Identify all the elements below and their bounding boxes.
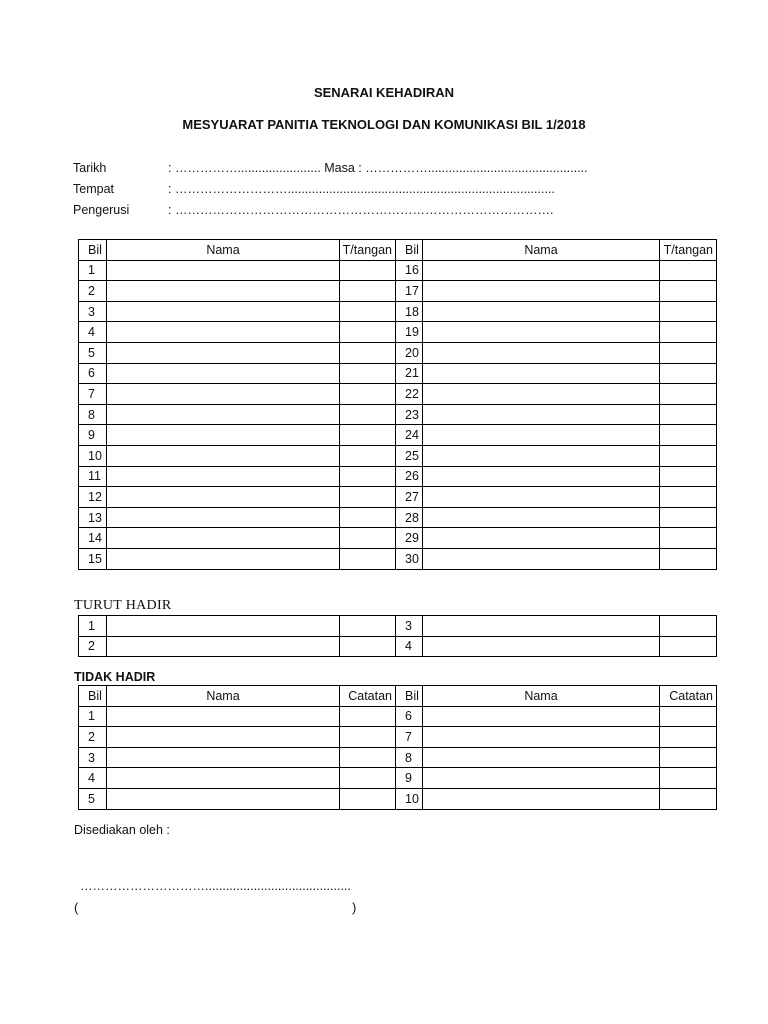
table-row	[79, 281, 717, 302]
mark-cell[interactable]	[340, 425, 396, 446]
row-number: 3	[396, 616, 423, 637]
name-cell[interactable]	[423, 706, 660, 727]
table-row	[79, 363, 717, 384]
header-cell: Bil	[396, 240, 423, 261]
name-cell[interactable]	[423, 548, 660, 569]
document-title: SENARAI KEHADIRAN	[313, 85, 455, 100]
row-number: 17	[396, 281, 423, 302]
mark-cell[interactable]	[660, 363, 717, 384]
name-cell[interactable]	[107, 260, 340, 281]
name-cell[interactable]	[107, 322, 340, 343]
pengerusi-value: : ……………………………………………………………………………….	[168, 203, 554, 217]
turut-hadir-table	[78, 615, 717, 657]
name-cell[interactable]	[423, 425, 660, 446]
mark-cell[interactable]	[660, 616, 717, 637]
mark-cell[interactable]	[660, 507, 717, 528]
mark-cell[interactable]	[660, 788, 717, 809]
name-cell[interactable]	[107, 487, 340, 508]
name-cell[interactable]	[423, 487, 660, 508]
table-row	[79, 466, 717, 487]
row-number: 16	[396, 260, 423, 281]
name-cell[interactable]	[107, 301, 340, 322]
row-number: 19	[396, 322, 423, 343]
name-cell[interactable]	[423, 404, 660, 425]
header-cell: Nama	[423, 240, 660, 261]
row-number: 28	[396, 507, 423, 528]
table-row	[79, 507, 717, 528]
mark-cell[interactable]	[340, 260, 396, 281]
mark-cell[interactable]	[660, 528, 717, 549]
name-cell[interactable]	[423, 507, 660, 528]
mark-cell[interactable]	[660, 445, 717, 466]
tidak-hadir-header-row	[79, 686, 717, 707]
name-cell[interactable]	[107, 384, 340, 405]
tarikh-label: Tarikh	[73, 161, 107, 175]
name-cell[interactable]	[107, 788, 340, 809]
name-cell[interactable]	[107, 727, 340, 748]
row-number: 5	[79, 342, 107, 363]
mark-cell[interactable]	[660, 384, 717, 405]
name-cell[interactable]	[107, 281, 340, 302]
name-cell[interactable]	[107, 706, 340, 727]
attendance-table	[78, 239, 717, 570]
header-cell: Catatan	[340, 686, 396, 707]
mark-cell[interactable]	[340, 301, 396, 322]
name-cell[interactable]	[423, 342, 660, 363]
row-number: 25	[396, 445, 423, 466]
table-row	[79, 636, 717, 657]
row-number: 3	[79, 301, 107, 322]
row-number: 3	[79, 747, 107, 768]
header-cell: Bil	[79, 686, 107, 707]
row-number: 26	[396, 466, 423, 487]
name-cell[interactable]	[423, 322, 660, 343]
table-row	[79, 425, 717, 446]
header-cell: Nama	[107, 240, 340, 261]
mark-cell[interactable]	[660, 548, 717, 569]
mark-cell[interactable]	[340, 548, 396, 569]
table-row	[79, 487, 717, 508]
mark-cell[interactable]	[340, 768, 396, 789]
table-row	[79, 445, 717, 466]
name-paren-open: (	[74, 900, 79, 915]
turut-hadir-heading: TURUT HADIR	[74, 598, 172, 613]
mark-cell[interactable]	[660, 281, 717, 302]
signature-line: …………………………..........................................	[80, 879, 351, 893]
mark-cell[interactable]	[340, 363, 396, 384]
name-cell[interactable]	[423, 466, 660, 487]
table-row	[79, 706, 717, 727]
row-number: 6	[396, 706, 423, 727]
name-cell[interactable]	[423, 260, 660, 281]
row-number: 1	[79, 260, 107, 281]
mark-cell[interactable]	[660, 322, 717, 343]
meeting-subtitle: MESYUARAT PANITIA TEKNOLOGI DAN KOMUNIKASI BIL 1/2018	[182, 117, 586, 132]
row-number: 14	[79, 528, 107, 549]
tidak-hadir-heading: TIDAK HADIR	[74, 670, 156, 684]
row-number: 1	[79, 616, 107, 637]
mark-cell[interactable]	[340, 727, 396, 748]
name-cell[interactable]	[107, 466, 340, 487]
header-cell: Bil	[396, 686, 423, 707]
row-number: 23	[396, 404, 423, 425]
mark-cell[interactable]	[660, 466, 717, 487]
name-cell[interactable]	[107, 445, 340, 466]
table-row	[79, 342, 717, 363]
mark-cell[interactable]	[660, 747, 717, 768]
name-cell[interactable]	[423, 384, 660, 405]
row-number: 18	[396, 301, 423, 322]
mark-cell[interactable]	[660, 487, 717, 508]
name-cell[interactable]	[423, 528, 660, 549]
tarikh-masa-value: : ……………........................ Masa : ……………..............................................	[168, 161, 588, 175]
name-cell[interactable]	[107, 768, 340, 789]
table-row	[79, 616, 717, 637]
row-number: 13	[79, 507, 107, 528]
table-row	[79, 301, 717, 322]
row-number: 7	[396, 727, 423, 748]
row-number: 24	[396, 425, 423, 446]
name-cell[interactable]	[423, 281, 660, 302]
table-row	[79, 404, 717, 425]
row-number: 10	[396, 788, 423, 809]
mark-cell[interactable]	[340, 342, 396, 363]
mark-cell[interactable]	[660, 768, 717, 789]
mark-cell[interactable]	[340, 788, 396, 809]
row-number: 9	[79, 425, 107, 446]
row-number: 27	[396, 487, 423, 508]
name-cell[interactable]	[107, 548, 340, 569]
name-cell[interactable]	[423, 636, 660, 657]
name-cell[interactable]	[423, 363, 660, 384]
header-cell: Bil	[79, 240, 107, 261]
name-cell[interactable]	[107, 528, 340, 549]
header-cell: T/tangan	[660, 240, 717, 261]
row-number: 12	[79, 487, 107, 508]
row-number: 8	[396, 747, 423, 768]
mark-cell[interactable]	[340, 445, 396, 466]
name-cell[interactable]	[423, 301, 660, 322]
name-cell[interactable]	[107, 363, 340, 384]
name-cell[interactable]	[423, 727, 660, 748]
tempat-label: Tempat	[73, 182, 114, 196]
header-cell: Catatan	[660, 686, 717, 707]
mark-cell[interactable]	[660, 260, 717, 281]
info-tarikh-row	[73, 161, 588, 175]
mark-cell[interactable]	[340, 507, 396, 528]
mark-cell[interactable]	[660, 706, 717, 727]
tidak-hadir-table	[78, 685, 717, 810]
mark-cell[interactable]	[660, 301, 717, 322]
row-number: 2	[79, 727, 107, 748]
header-cell: T/tangan	[340, 240, 396, 261]
disediakan-oleh-label: Disediakan oleh :	[74, 823, 170, 837]
row-number: 22	[396, 384, 423, 405]
table-row	[79, 260, 717, 281]
row-number: 8	[79, 404, 107, 425]
mark-cell[interactable]	[340, 466, 396, 487]
name-cell[interactable]	[423, 747, 660, 768]
name-cell[interactable]	[107, 425, 340, 446]
name-cell[interactable]	[423, 445, 660, 466]
name-cell[interactable]	[107, 747, 340, 768]
row-number: 20	[396, 342, 423, 363]
row-number: 10	[79, 445, 107, 466]
mark-cell[interactable]	[340, 636, 396, 657]
row-number: 2	[79, 281, 107, 302]
table-row	[79, 727, 717, 748]
mark-cell[interactable]	[340, 706, 396, 727]
row-number: 7	[79, 384, 107, 405]
row-number: 9	[396, 768, 423, 789]
name-cell[interactable]	[423, 768, 660, 789]
tempat-value: : ……………………….............................................................................	[168, 182, 555, 196]
mark-cell[interactable]	[660, 636, 717, 657]
info-tempat-row	[73, 182, 555, 196]
row-number: 15	[79, 548, 107, 569]
name-cell[interactable]	[107, 636, 340, 657]
name-paren-close: )	[352, 900, 357, 915]
mark-cell[interactable]	[340, 747, 396, 768]
mark-cell[interactable]	[340, 528, 396, 549]
name-cell[interactable]	[423, 788, 660, 809]
mark-cell[interactable]	[660, 404, 717, 425]
table-row	[79, 788, 717, 809]
table-row	[79, 768, 717, 789]
row-number: 29	[396, 528, 423, 549]
row-number: 4	[396, 636, 423, 657]
row-number: 30	[396, 548, 423, 569]
row-number: 2	[79, 636, 107, 657]
attendance-header-row	[79, 240, 717, 261]
mark-cell[interactable]	[660, 727, 717, 748]
row-number: 4	[79, 322, 107, 343]
header-cell: Nama	[107, 686, 340, 707]
mark-cell[interactable]	[340, 616, 396, 637]
name-cell[interactable]	[423, 616, 660, 637]
row-number: 1	[79, 706, 107, 727]
table-row	[79, 528, 717, 549]
name-cell[interactable]	[107, 616, 340, 637]
row-number: 6	[79, 363, 107, 384]
mark-cell[interactable]	[340, 281, 396, 302]
row-number: 4	[79, 768, 107, 789]
mark-cell[interactable]	[340, 487, 396, 508]
mark-cell[interactable]	[340, 384, 396, 405]
row-number: 21	[396, 363, 423, 384]
mark-cell[interactable]	[340, 404, 396, 425]
table-row	[79, 384, 717, 405]
mark-cell[interactable]	[660, 425, 717, 446]
pengerusi-label: Pengerusi	[73, 203, 130, 217]
table-row	[79, 747, 717, 768]
table-row	[79, 548, 717, 569]
name-cell[interactable]	[107, 404, 340, 425]
row-number: 5	[79, 788, 107, 809]
mark-cell[interactable]	[340, 322, 396, 343]
mark-cell[interactable]	[660, 342, 717, 363]
info-pengerusi-row	[73, 203, 553, 217]
name-cell[interactable]	[107, 342, 340, 363]
name-cell[interactable]	[107, 507, 340, 528]
header-cell: Nama	[423, 686, 660, 707]
table-row	[79, 322, 717, 343]
row-number: 11	[79, 466, 107, 487]
